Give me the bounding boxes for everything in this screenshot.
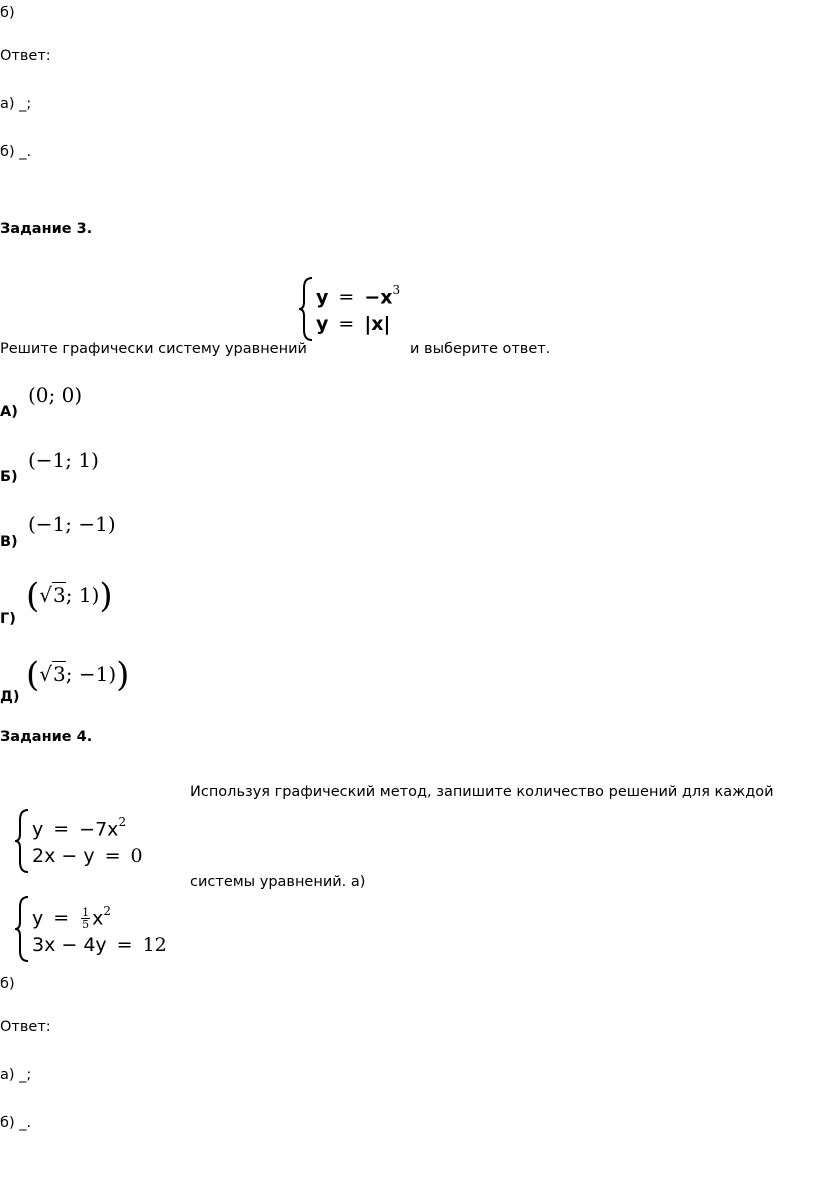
task4-part-b-label: б) — [0, 976, 15, 992]
task3-system — [298, 276, 418, 346]
option-v-letter: В) — [0, 534, 18, 550]
system-brace — [14, 808, 30, 878]
system-eq1: $y = -x^3$ — [316, 283, 401, 309]
system-b-eq2: 3x − 4y = 12 — [32, 934, 167, 956]
task4-answer-label: Ответ: — [0, 1019, 51, 1035]
task4-title: Задание 4. — [0, 729, 93, 745]
option-b-value: (−1; 1) — [28, 448, 99, 472]
task3-prompt-after: и выберите ответ. — [410, 341, 551, 357]
option-a-letter: А) — [0, 404, 18, 420]
answer-b: б) _. — [0, 144, 32, 160]
option-g-value: (√3; 1)) — [26, 576, 113, 616]
task4-system-a — [14, 808, 184, 878]
system-b-eq1: y = $\frac{1}{5}$ $x^2$ — [32, 904, 112, 932]
option-g-letter: Г) — [0, 611, 16, 627]
option-b-letter: Б) — [0, 469, 18, 485]
option-a-value: (0; 0) — [28, 383, 83, 407]
task4-system-b — [14, 895, 204, 967]
task3-title: Задание 3. — [0, 221, 93, 237]
answer-label: Ответ: — [0, 48, 51, 64]
system-a-eq2: 2x − y = 0 — [32, 845, 143, 867]
option-d-value: (√3; −1)) — [26, 655, 130, 695]
fraction: $\frac{1}{5}$ — [82, 906, 90, 932]
task4-prompt-line1: Используя графический метод, запишите количество решений для каждой — [190, 784, 774, 800]
answer-a: а) _; — [0, 96, 32, 112]
system-brace — [298, 276, 314, 346]
system-a-eq1: $y = -7x^2$ — [32, 815, 127, 841]
option-v-value: (−1; −1) — [28, 512, 116, 536]
part-b-label: б) — [0, 5, 15, 21]
task4-prompt-line2: системы уравнений. а) — [190, 874, 366, 890]
option-d-letter: Д) — [0, 689, 20, 705]
task4-answer-a: а) _; — [0, 1067, 32, 1083]
task4-answer-b: б) _. — [0, 1115, 32, 1131]
system-brace — [14, 895, 30, 967]
system-eq2: y = |x| — [316, 313, 391, 335]
task3-prompt-before: Решите графически систему уравнений — [0, 341, 307, 357]
